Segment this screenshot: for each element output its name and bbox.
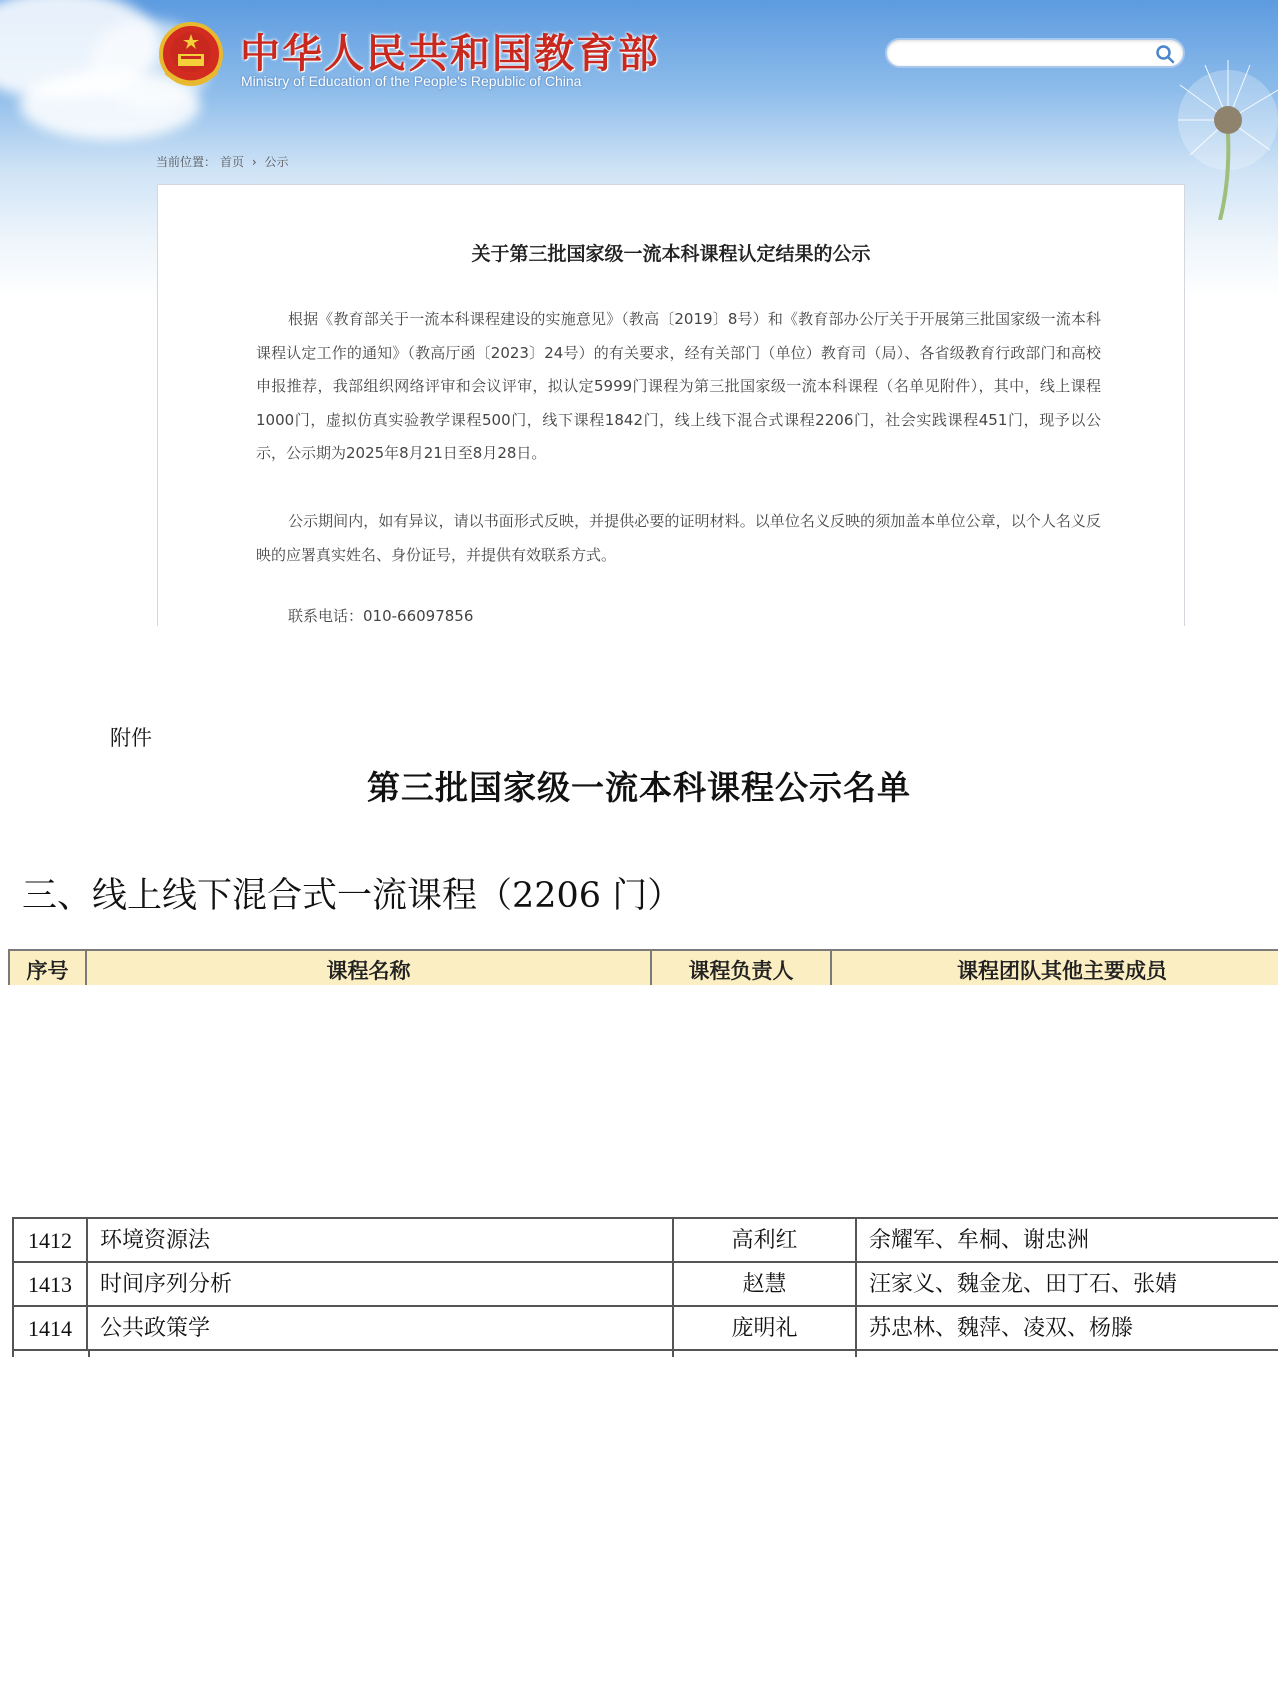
breadcrumb-separator-icon: ›	[251, 155, 257, 169]
search-box[interactable]	[885, 38, 1185, 68]
table-header-row	[8, 949, 1278, 985]
attachment-label: 附件	[110, 726, 152, 750]
cell-number: 1412	[12, 1219, 88, 1261]
national-emblem-icon[interactable]	[158, 22, 224, 92]
cell-team: 汪家义、魏金龙、田丁石、张婧	[869, 1272, 1178, 1297]
column-header-team: 课程团队其他主要成员	[957, 959, 1167, 983]
cell-lead: 庞明礼	[674, 1307, 857, 1349]
search-input[interactable]	[899, 41, 1153, 67]
moe-notice-screenshot	[0, 0, 1278, 626]
notice-title: 关于第三批国家级一流本科课程认定结果的公示	[471, 243, 871, 265]
list-title: 第三批国家级一流本科课程公示名单	[367, 768, 911, 807]
table-bottom-border	[12, 1349, 1278, 1357]
breadcrumb-home-link[interactable]: 首页	[220, 155, 245, 169]
cell-lead: 赵慧	[674, 1263, 857, 1305]
contact-phone: 联系电话：010-66097856	[288, 607, 474, 625]
column-header-course-name: 课程名称	[87, 951, 652, 985]
breadcrumb-prefix: 当前位置：	[156, 155, 217, 169]
column-header-number: 序号	[10, 951, 87, 985]
notice-paragraph-2: 公示期间内，如有异议，请以书面形式反映，并提供必要的证明材料。以单位名义反映的须加盖本单位公章，以个人名义反映的应署真实姓名、身份证号，并提供有效联系方式。	[256, 512, 1101, 564]
course-table	[12, 1217, 1278, 1357]
notice-panel	[157, 184, 1185, 626]
notice-paragraph-1: 根据《教育部关于一流本科课程建设的实施意见》（教高〔2019〕8号）和《教育部办公厅关于开展第三批国家级一流本科课程认定工作的通知》（教高厅函〔2023〕24号）的有关要求，经有关部门（单位）教育司（局）、各省级教育行政部门和高校申报推荐，我部组织网络评审和会议评审，拟认定5999门课程为第三批国家级一流本科课程（名单见附件），其中，线上课程1000门，虚拟仿真实验教学课程500门，线下课程1842门，线上线下混合式课程2206门，社会实践课程451门，现予以公示，公示期为2025年8月21日至8月28日。	[256, 310, 1101, 462]
site-title[interactable]: 中华人民共和国教育部	[240, 31, 660, 77]
column-divider	[855, 1351, 857, 1357]
cell-number: 1413	[12, 1263, 88, 1305]
section-heading: 三、线上线下混合式一流课程（2206 门）	[22, 876, 683, 916]
column-divider	[672, 1351, 674, 1357]
cell-course-name: 环境资源法	[88, 1219, 674, 1261]
cell-team: 苏忠林、魏萍、凌双、杨滕	[869, 1316, 1134, 1341]
table-row	[12, 1217, 1278, 1261]
cell-course-name: 公共政策学	[88, 1307, 674, 1349]
column-divider	[12, 1351, 14, 1357]
cell-course-name: 时间序列分析	[88, 1263, 674, 1305]
cell-number: 1414	[12, 1307, 88, 1349]
table-row	[12, 1261, 1278, 1305]
cell-team: 余耀军、牟桐、谢忠洲	[869, 1228, 1090, 1253]
cell-lead: 高利红	[674, 1219, 857, 1261]
table-row	[12, 1305, 1278, 1349]
breadcrumb-current[interactable]: 公示	[264, 155, 289, 169]
site-subtitle: Ministry of Education of the People's Republic of China	[241, 73, 582, 89]
column-divider	[88, 1351, 90, 1357]
column-header-lead: 课程负责人	[652, 951, 832, 985]
breadcrumb	[156, 153, 293, 170]
